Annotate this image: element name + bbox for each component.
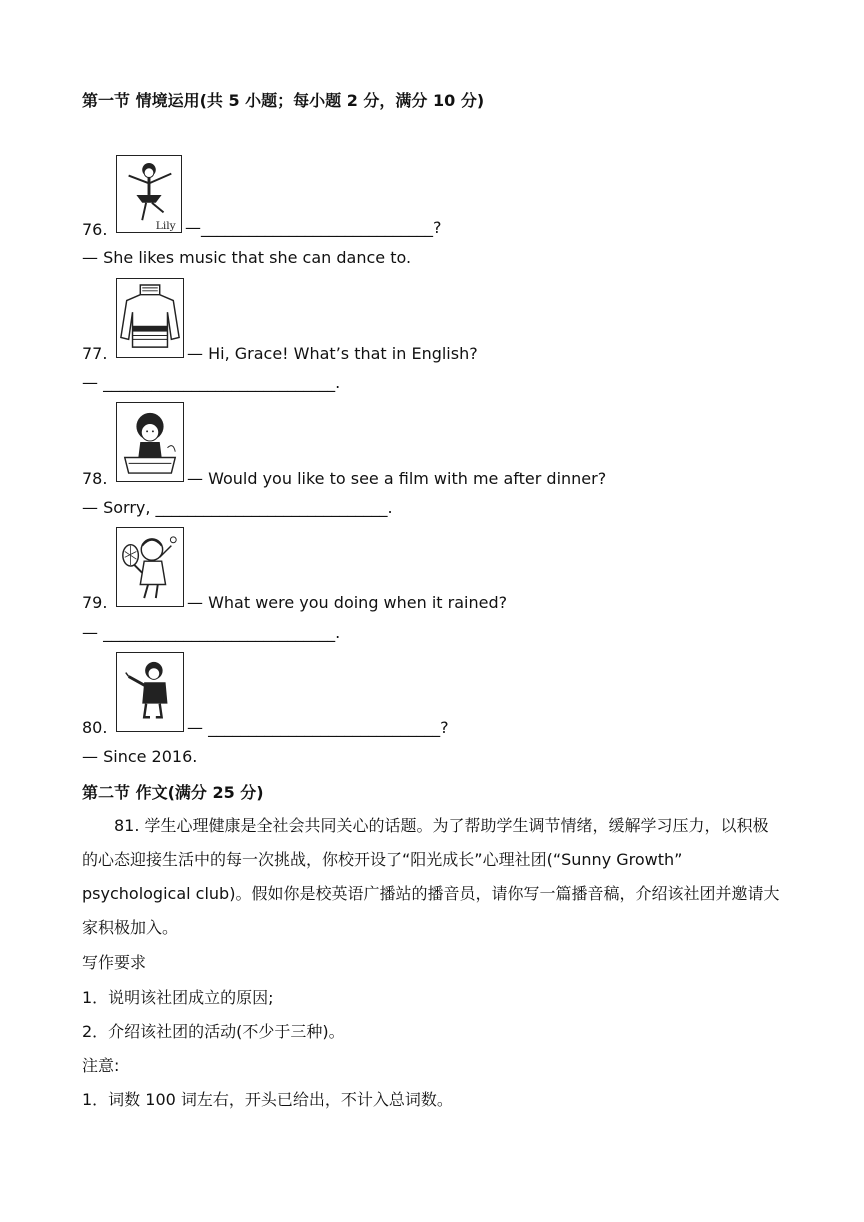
section-1-heading: 第一节 情境运用(共 5 小题；每小题 2 分，满分 10 分) [82, 91, 485, 110]
dancing-girl-picture [116, 155, 182, 233]
requirements-title: 写作要求 [82, 953, 147, 972]
question-79-number: 79. [82, 593, 108, 612]
writing-prompt: 81. 学生心理健康是全社会共同关心的话题。为了帮助学生调节情绪，缓解学习压力，以积极的心态迎接生活中的每一次挑战，你校开设了“阳光成长”心理社团(“Sunny Growth” psychological club)。假如你是校英语广播站的播音员，请你写一篇播音稿，介绍该社团并邀请大家积极加入。 [82, 816, 780, 937]
note-1: 1．词数 100 词左右，开头已给出，不计入总词数。 [82, 1090, 453, 1109]
question-76-line1: —_____________________________? [185, 218, 442, 237]
requirement-1: 1．说明该社团成立的原因; [82, 988, 274, 1007]
question-80-line2: — Since 2016. [82, 747, 198, 766]
requirement-2: 2．介绍该社团的活动(不少于三种)。 [82, 1022, 345, 1041]
question-80-number: 80. [82, 718, 108, 737]
question-80-line1: — _____________________________? [187, 718, 449, 737]
section-2-heading: 第二节 作文(满分 25 分) [82, 783, 264, 802]
question-76-line2: — She likes music that she can dance to. [82, 248, 412, 267]
tennis-girl-picture [116, 527, 184, 607]
lily-label: Lily [155, 218, 176, 232]
question-79-line1: — What were you doing when it rained? [187, 593, 508, 612]
sweater-picture [116, 278, 184, 358]
question-78-line2: — Sorry, _____________________________. [82, 498, 393, 517]
woman-pointing-picture [116, 652, 184, 732]
question-77-number: 77. [82, 344, 108, 363]
question-78-number: 78. [82, 469, 108, 488]
question-79-line2: — _____________________________. [82, 623, 341, 642]
notes-title: 注意: [82, 1056, 120, 1075]
question-78-line1: — Would you like to see a film with me after dinner? [187, 469, 607, 488]
question-76-number: 76. [82, 220, 108, 239]
girl-washing-dishes-picture [116, 402, 184, 482]
question-77-line2: — _____________________________. [82, 373, 341, 392]
question-77-line1: — Hi, Grace! What’s that in English? [187, 344, 478, 363]
